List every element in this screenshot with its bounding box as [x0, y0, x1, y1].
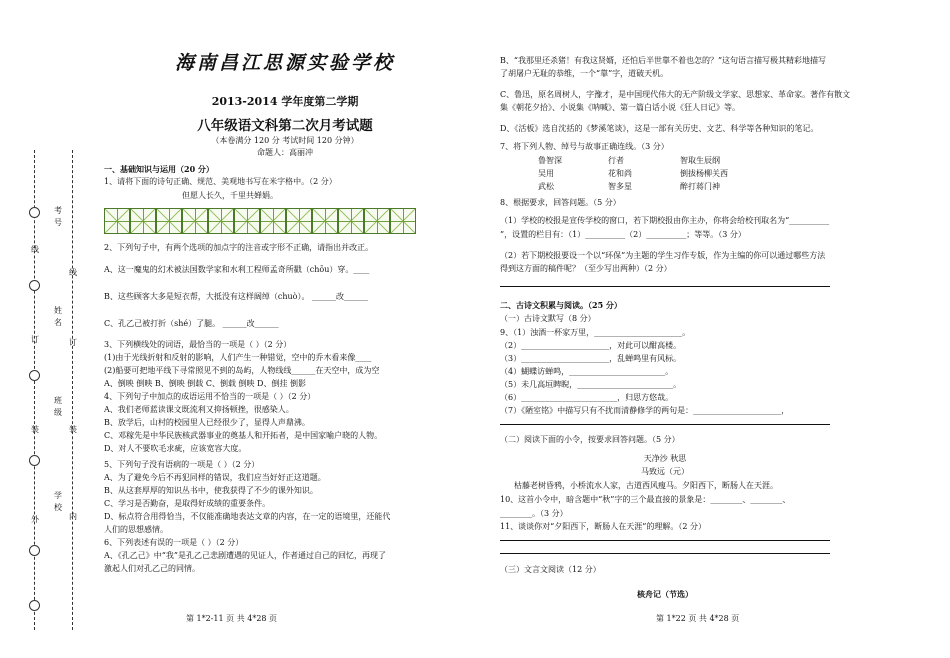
question-4-option-d: D、对人不要吹毛求疵，应该宽容大度。	[104, 444, 247, 453]
question-1-poem: 但愿人长久，千里共婵娟。	[182, 191, 278, 200]
binding-hole	[29, 207, 40, 218]
q7-person: 武松	[538, 182, 554, 191]
q7-story: 倒拔杨柳关西	[680, 169, 728, 178]
grid-cell[interactable]	[364, 208, 390, 234]
question-3: 3、下列横线处的词语，最恰当的一项是（ ）（2 分）	[104, 340, 292, 349]
section-1-heading: 一、基础知识与运用（20 分）	[104, 164, 214, 174]
question-10: 10、这首小令中，暗含题中“秋”字的三个最直接的景象是：________、________、	[500, 495, 791, 504]
question-8-part-1: （1）学校的校报是宣传学校的窗口，若下期校报由你主办，你将会给校刊取名为“__________	[500, 216, 830, 225]
q7-story: 智取生辰纲	[680, 156, 720, 165]
section-2-part-3: （三）文言文阅读（12 分）	[500, 565, 601, 574]
question-9-5: （5）未几高垣睥睨，________________________。	[500, 380, 682, 389]
binding-hole	[29, 600, 40, 611]
question-9-2: （2）______________________，对此可以酣高楼。	[500, 341, 682, 350]
label-exam-number: 考号	[54, 206, 62, 227]
question-4: 4、下列句子中加点的成语运用不恰当的一项是（ ）（2 分）	[104, 392, 316, 401]
mark-inner-bind: 订	[69, 338, 77, 347]
option-c-cont: 集《朝花夕拾》、小说集《呐喊》、第一篇白话小说《狂人日记》等。	[500, 103, 740, 112]
mark-outer: 外	[31, 515, 39, 524]
mark-inner-pack: 装	[69, 425, 77, 434]
q7-nickname: 智多星	[608, 182, 632, 191]
question-6: 6、下列表述有误的一项是（ ）（2 分）	[104, 538, 244, 547]
exam-meta: （本卷满分 120 分 考试时间 120 分钟）	[211, 136, 359, 145]
question-10-cont: ________。（3 分）	[500, 509, 568, 518]
q7-nickname: 花和尚	[608, 169, 632, 178]
question-4-option-b: B、放学后，山村的校园里人已经很少了，显得人声鼎沸。	[104, 418, 310, 427]
question-5: 5、下列句子没有语病的一项是（ ）（2 分）	[104, 460, 260, 469]
grid-cell[interactable]	[156, 208, 182, 234]
binding-hole	[29, 545, 40, 556]
q7-person: 鲁智深	[538, 156, 562, 165]
question-5-option-d: D、标点符合用得恰当，不仅能准确地表达文章的内容，在一定的语境里，还能代	[104, 512, 391, 521]
question-9-7: （7）《陋室铭》中描写只有不扰而清静修学的两句是：______________________，	[500, 406, 790, 415]
exam-title: 八年级语文科第二次月考试题	[197, 118, 373, 134]
question-2-option-c: C、孔乙己被打折（shé）了腿。 ______改______	[104, 319, 279, 328]
mark-inner: 内	[69, 512, 77, 521]
q7-person: 吴用	[538, 169, 554, 178]
question-1: 1、请将下面的诗句正确、规范、美观地书写在米字格中。（2 分）	[104, 177, 337, 186]
question-4-option-c: C、邓稼先是中华民族核武器事业的奠基人和开拓者，是中国家喻户晓的人物。	[104, 431, 383, 440]
mark-outer-line: 线	[31, 245, 39, 254]
section-2-part-2: （二）阅读下面的小令，按要求回答问题。（5 分）	[500, 435, 680, 444]
question-5-option-a: A、为了避免今后不再犯同样的错误，我们应当好好正这道题。	[104, 473, 326, 482]
writing-grid[interactable]	[104, 208, 416, 234]
grid-cell[interactable]	[234, 208, 260, 234]
question-5-option-b: B、从这套厚厚的知识丛书中，使我获得了不少的课外知识。	[104, 486, 318, 495]
grid-cell[interactable]	[338, 208, 364, 234]
binding-hole	[29, 455, 40, 466]
right-page-footer: 第 1*22 页 共 4*28 页	[656, 614, 740, 623]
binding-hole	[29, 280, 40, 291]
question-2-option-a: A、这一魔鬼的幻术被法国数学家和水利工程师孟奇所戳（chōu）穿。____	[104, 265, 370, 274]
label-name: 姓名	[54, 306, 62, 327]
question-8: 8、根据要求，回答问题。（5 分）	[500, 198, 621, 207]
section-2-heading: 二、古诗文积累与阅读。（25 分）	[500, 300, 622, 310]
grid-cell[interactable]	[286, 208, 312, 234]
label-school: 学校	[54, 491, 62, 512]
question-6-option-a: A、《孔乙己》中“我”是孔乙己悲剧遭遇的见证人，作者通过自己的回忆，再现了	[104, 551, 386, 560]
question-4-option-a: A、我们老师蓝读课文既流利又抑扬顿挫，很感染人。	[104, 405, 294, 414]
section-2-part-1: （一）古诗文默写（8 分）	[500, 314, 596, 323]
grid-cell[interactable]	[260, 208, 286, 234]
question-11: 11、谈谈你对“夕阳西下，断肠人在天涯”的理解。（2 分）	[500, 522, 706, 531]
question-8-part-2-cont: 得到这方面的稿件呢？（至少写出两种）（2 分）	[500, 264, 672, 273]
grid-cell[interactable]	[104, 208, 130, 234]
mark-outer-pack: 装	[31, 425, 39, 434]
answer-line[interactable]	[500, 553, 830, 554]
question-9-6: （6）________________________，归思方悠哉。	[500, 393, 674, 402]
answer-line[interactable]	[500, 424, 830, 425]
school-name: 海南昌江思源实验学校	[174, 52, 395, 74]
poem-author: 马致远（元）	[641, 467, 689, 476]
answer-line[interactable]	[500, 540, 830, 541]
grid-cell[interactable]	[390, 208, 416, 234]
question-2-option-b: B、这些顾客大多是短衣帮，大抵没有这样阔绰（chuò）。 ______改______	[104, 292, 369, 301]
poem-title: 天净沙 秋思	[643, 454, 687, 463]
question-8-part-2: （2）若下期校报要设一个以“环保”为主题的学生习作专版，作为主编的你可以通过哪些方法	[500, 251, 826, 260]
option-d: D、《活板》选自沈括的《梦溪笔谈》，这是一部有关历史、文艺、科学等各种知识的笔记。	[500, 124, 819, 133]
question-8-part-1-cont: ”，设置的栏目有：（1）__________（2）__________；等等。（3 分）	[500, 230, 746, 239]
grid-cell[interactable]	[182, 208, 208, 234]
question-5-option-c: C、学习是否勤奋，是取得好成绩的重要条件。	[104, 499, 271, 508]
grid-cell[interactable]	[312, 208, 338, 234]
exam-year: 2013-2014 学年度第二学期	[211, 95, 359, 108]
grid-cell[interactable]	[130, 208, 156, 234]
left-page-footer: 第 1*2-11 页 共 4*28 页	[186, 614, 278, 623]
q7-story: 醉打蒋门神	[680, 182, 720, 191]
question-3-options: A、倒映 倒映 B、倒映 倒载 C、倒载 倒映 D、倒挂 倒影	[104, 379, 306, 388]
label-class: 班级	[54, 396, 62, 417]
answer-line[interactable]	[500, 286, 830, 287]
q7-nickname: 行者	[608, 156, 624, 165]
passage-title: 核舟记（节选）	[637, 589, 693, 599]
option-b: B、“我那里还杀猪！有我这贤婿，还怕后半世靠不着也怎的？”这句语言描写极其精彩地描写	[500, 56, 827, 65]
question-2: 2、下列句子中，有两个选项的加点字的注音或字形不正确，请指出并改正。	[104, 243, 374, 252]
binding-hole	[29, 370, 40, 381]
option-c: C、鲁迅，原名周树人，字豫才，是中国现代伟大的无产阶级文学家、思想家、革命家。著作有散文	[500, 90, 851, 99]
question-9-1: 9、（1）浊酒一杯家万里，______________________。	[500, 328, 691, 337]
option-b-cont: 了胡屠户无耻的恭维，一个“靠”字，道破天机。	[500, 69, 669, 78]
mark-inner-line: 线	[69, 268, 77, 277]
exam-author: 命题人：高丽冲	[257, 148, 313, 157]
question-3-line-1: (1)由于光线折射和反射的影响，人们产生一种错觉，空中的乔木看来像____	[104, 353, 372, 362]
question-7: 7、将下列人物、绰号与故事正确连线。（3 分）	[500, 142, 669, 151]
question-9-4: （4）蝴蝶访蝉鸣，________________________。	[500, 367, 674, 376]
poem-body: 枯藤老树昏鸦，小桥流水人家，古道西风瘦马。夕阳西下，断肠人在天涯。	[514, 481, 778, 490]
grid-cell[interactable]	[208, 208, 234, 234]
question-9-3: （3）______________________，乱蝉鸣里有风标。	[500, 354, 682, 363]
question-3-line-2: (2)船要可把地平线下寻常照见不到的岛屿，人物线线______在天空中，成为空	[104, 366, 380, 375]
mark-outer-bind: 订	[31, 335, 39, 344]
question-5-option-d-cont: 人们的思想感情。	[104, 525, 168, 534]
question-6-option-a-cont: 激起人们对孔乙己的同情。	[104, 564, 200, 573]
